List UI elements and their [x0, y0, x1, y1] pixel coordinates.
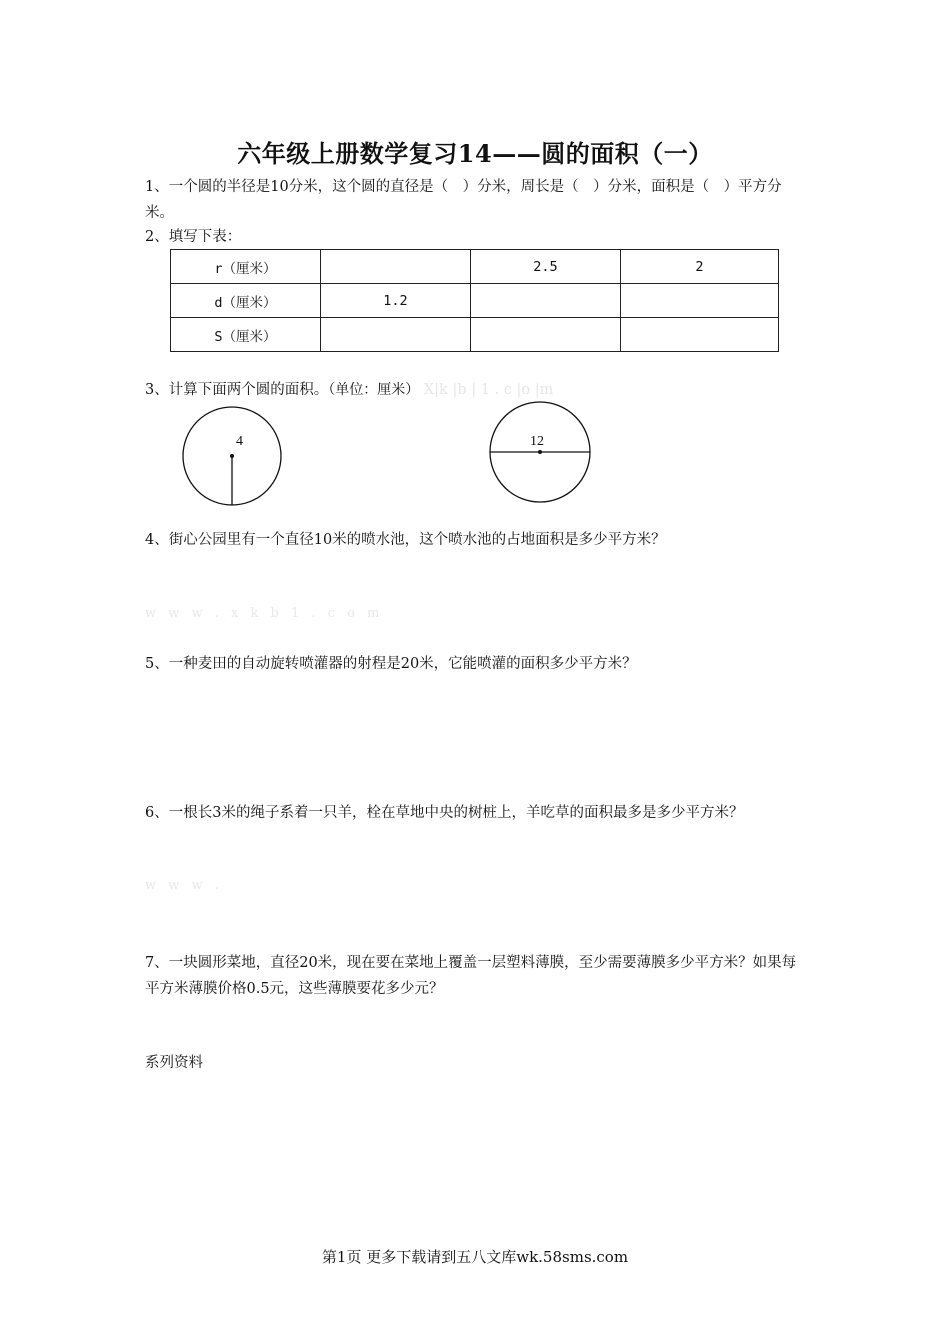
table-cell	[321, 318, 471, 352]
watermark-text: w w w .	[145, 878, 223, 893]
diameter-label: 12	[530, 434, 544, 449]
table-cell: 2.5	[471, 250, 621, 284]
watermark-text: X|k |b | 1 . c |o |m	[423, 382, 554, 398]
radius-label: 4	[236, 434, 243, 449]
table-row	[171, 318, 779, 352]
unit-note: （单位：厘米）	[328, 382, 420, 398]
question-7: 7、一块圆形菜地，直径20米，现在要在菜地上覆盖一层塑料薄膜，至少需要薄膜多少平方米？如果每平方米薄膜价格0.5元，这些薄膜要花多少元？	[145, 955, 797, 997]
table-cell: 1.2	[321, 284, 471, 318]
question-2: 2、填写下表：	[145, 229, 242, 245]
table-cell: r（厘米）	[171, 250, 321, 284]
table-row	[171, 284, 779, 318]
fill-in-table	[170, 249, 779, 352]
page-footer: 第1页 更多下载请到五八文库wk.58sms.com	[321, 1248, 629, 1266]
watermark-text: w w w . x k b 1 . c o m	[145, 606, 384, 621]
table-cell	[621, 284, 779, 318]
question-5: 5、一种麦田的自动旋转喷灌器的射程是20米，它能喷灌的面积多少平方米？	[145, 656, 637, 672]
question-4: 4、街心公园里有一个直径10米的喷水池，这个喷水池的占地面积是多少平方米？	[145, 532, 666, 548]
center-dot	[230, 454, 234, 458]
table-cell: d（厘米）	[171, 284, 321, 318]
table-cell	[321, 250, 471, 284]
table-cell: S（厘米）	[171, 318, 321, 352]
table-row	[171, 250, 779, 284]
question-1: 1、一个圆的半径是10分米，这个圆的直径是（ ）分米，周长是（ ）分米，面积是（ ）平方分米。	[145, 179, 782, 221]
question-6: 6、一根长3米的绳子系着一只羊，栓在草地中央的树桩上，羊吃草的面积最多是多少平方米？	[145, 805, 744, 821]
table-cell	[471, 318, 621, 352]
circle-radius-diagram	[178, 405, 288, 509]
page-title: 六年级上册数学复习14——圆的面积（一）	[237, 139, 713, 168]
table-cell	[621, 318, 779, 352]
center-dot	[538, 450, 542, 454]
table-cell: 2	[621, 250, 779, 284]
circle-diameter-diagram	[486, 399, 596, 505]
question-3-text: 3、计算下面两个圆的面积。	[145, 382, 329, 398]
table-cell	[471, 284, 621, 318]
series-label: 系列资料	[145, 1055, 203, 1071]
